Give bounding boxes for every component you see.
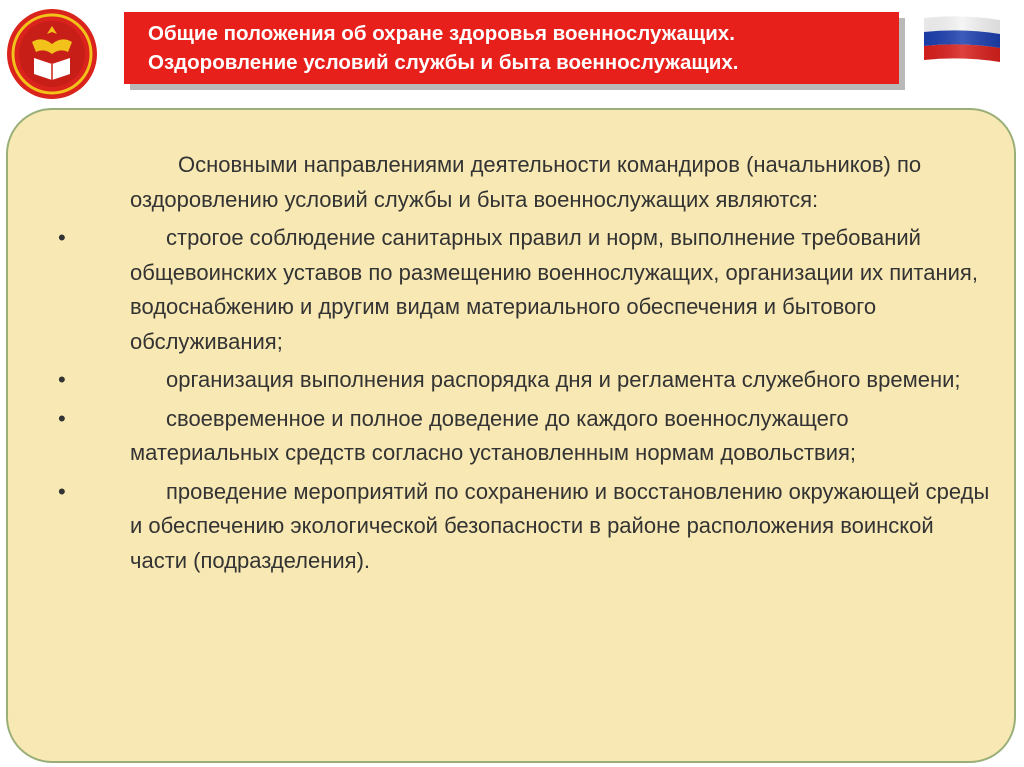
list-item-text: своевременное и полное доведение до каждого военнослужащего материальных средств согласно установленным нормам довольствия; [130, 405, 857, 465]
bullet-icon: • [58, 478, 66, 504]
military-emblem-logo [6, 8, 98, 100]
list-item [58, 475, 990, 579]
list-item [58, 221, 990, 359]
content-text [58, 148, 990, 582]
title-line-1: Общие положения об охране здоровья военнослужащих. [148, 22, 735, 45]
bullet-icon: • [58, 405, 66, 431]
list-item [58, 402, 990, 471]
list-item-text: строгое соблюдение санитарных правил и норм, выполнение требований общевоинских уставов по размещению военнослужащих, организации их питания, водоснабжению и другим видам материального обеспечения и бытового обслуживания; [130, 225, 978, 354]
list-item [58, 363, 990, 398]
list-item-text: проведение мероприятий по сохранению и восстановлению окружающей среды и обеспечению экологической безопасности в районе расположения воинской части (подразделения). [130, 478, 990, 573]
intro-paragraph: Основными направлениями деятельности командиров (начальников) по оздоровлению условий службы и быта военнослужащих являются: [130, 152, 922, 212]
russian-flag-icon [922, 14, 1002, 66]
slide-title [124, 12, 899, 84]
bullet-icon: • [58, 367, 66, 392]
list-item-text: организация выполнения распорядка дня и регламента служебного времени; [166, 367, 961, 392]
bullet-icon: • [58, 225, 66, 250]
title-line-2: Оздоровление условий службы и быта военнослужащих. [148, 51, 739, 74]
